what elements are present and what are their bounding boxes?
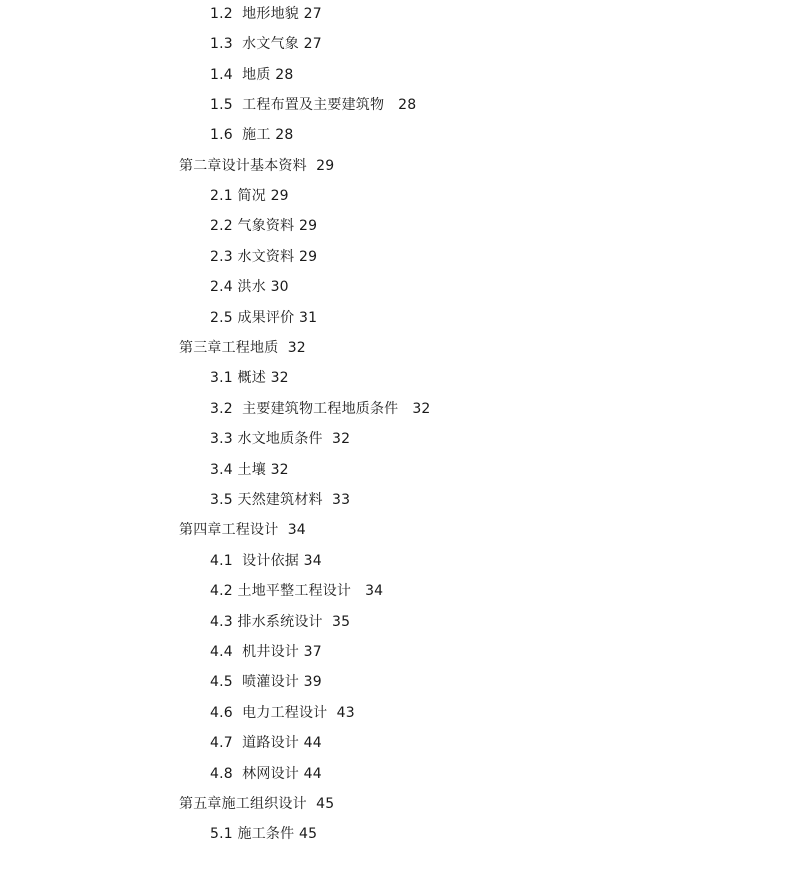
toc-entry-4-7[interactable] xyxy=(210,732,322,754)
toc-entry-text: 4.4 机井设计 37 xyxy=(210,644,322,660)
toc-chapter-text: 第三章工程地质 32 xyxy=(179,340,306,356)
toc-entry-4-1[interactable] xyxy=(210,550,322,572)
toc-entry-text: 2.4 洪水 30 xyxy=(210,279,289,295)
toc-entry-text: 1.2 地形地貌 27 xyxy=(210,6,322,22)
toc-entry-2-4[interactable] xyxy=(210,276,289,298)
toc-entry-text: 2.5 成果评价 31 xyxy=(210,310,318,326)
toc-entry-text: 4.3 排水系统设计 35 xyxy=(210,614,351,630)
toc-entry-2-2[interactable] xyxy=(210,215,317,237)
toc-entry-3-3[interactable] xyxy=(210,428,350,450)
toc-entry-text: 3.2 主要建筑物工程地质条件 32 xyxy=(210,401,431,417)
toc-entry-1-3[interactable] xyxy=(210,33,322,55)
toc-entry-4-2[interactable] xyxy=(210,580,383,602)
toc-entry-text: 4.8 林网设计 44 xyxy=(210,766,322,782)
toc-entry-4-5[interactable] xyxy=(210,671,322,693)
toc-entry-text: 1.4 地质 28 xyxy=(210,67,294,83)
toc-entry-3-1[interactable] xyxy=(210,367,289,389)
toc-chapter-text: 第五章施工组织设计 45 xyxy=(179,796,335,812)
toc-entry-text: 1.5 工程布置及主要建筑物 28 xyxy=(210,97,417,113)
toc-entry-text: 3.3 水文地质条件 32 xyxy=(210,431,351,447)
toc-entry-text: 3.1 概述 32 xyxy=(210,370,289,386)
toc-entry-text: 4.7 道路设计 44 xyxy=(210,735,322,751)
toc-chapter-text: 第四章工程设计 34 xyxy=(179,522,306,538)
toc-entry-text: 2.3 水文资料 29 xyxy=(210,249,318,265)
toc-entry-3-5[interactable] xyxy=(210,489,350,511)
toc-chapter-text: 第二章设计基本资料 29 xyxy=(179,158,335,174)
toc-entry-4-8[interactable] xyxy=(210,763,322,785)
toc-entry-4-3[interactable] xyxy=(210,611,350,633)
toc-entry-text: 4.6 电力工程设计 43 xyxy=(210,705,355,721)
toc-entry-text: 3.5 天然建筑材料 33 xyxy=(210,492,351,508)
toc-entry-text: 4.5 喷灌设计 39 xyxy=(210,674,322,690)
toc-entry-3-2[interactable] xyxy=(210,398,431,420)
toc-entry-text: 2.2 气象资料 29 xyxy=(210,218,318,234)
toc-entry-1-5[interactable] xyxy=(210,94,416,116)
toc-entry-text: 4.2 土地平整工程设计 34 xyxy=(210,583,384,599)
toc-chapter-3[interactable] xyxy=(179,337,306,359)
toc-entry-text: 2.1 简况 29 xyxy=(210,188,289,204)
toc-entry-5-1[interactable] xyxy=(210,823,317,845)
toc-entry-1-2[interactable] xyxy=(210,3,322,25)
toc-entry-4-4[interactable] xyxy=(210,641,322,663)
toc-entry-text: 4.1 设计依据 34 xyxy=(210,553,322,569)
toc-entry-2-1[interactable] xyxy=(210,185,289,207)
toc-chapter-4[interactable] xyxy=(179,519,306,541)
toc-entry-text: 3.4 土壤 32 xyxy=(210,462,289,478)
toc-entry-text: 1.3 水文气象 27 xyxy=(210,36,322,52)
toc-chapter-2[interactable] xyxy=(179,155,334,177)
toc-entry-2-3[interactable] xyxy=(210,246,317,268)
toc-entry-3-4[interactable] xyxy=(210,459,289,481)
toc-entry-text: 5.1 施工条件 45 xyxy=(210,826,318,842)
toc-chapter-5[interactable] xyxy=(179,793,334,815)
toc-entry-1-6[interactable] xyxy=(210,124,293,146)
toc-entry-2-5[interactable] xyxy=(210,307,317,329)
toc-entry-4-6[interactable] xyxy=(210,702,355,724)
toc-entry-text: 1.6 施工 28 xyxy=(210,127,294,143)
toc-entry-1-4[interactable] xyxy=(210,64,293,86)
